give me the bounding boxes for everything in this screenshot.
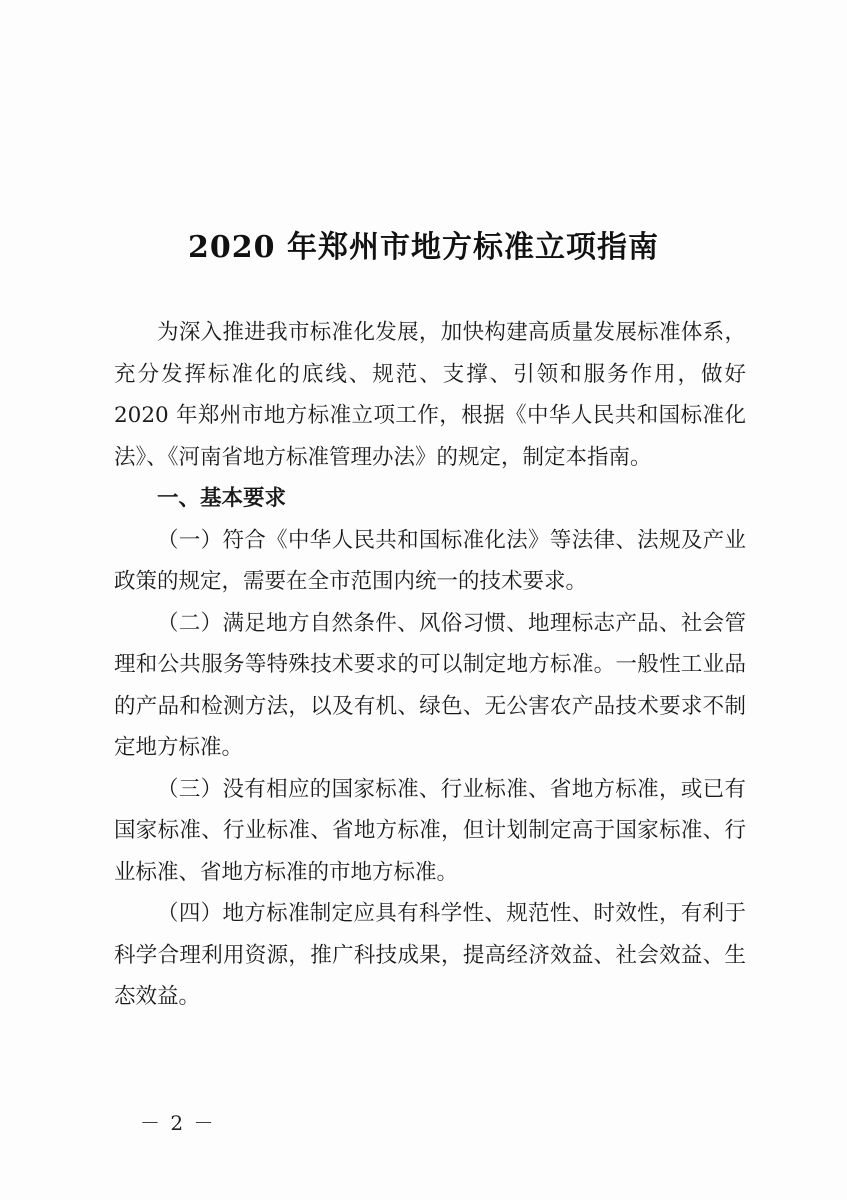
document-title: 2020 年郑州市地方标准立项指南: [188, 230, 659, 265]
section-heading-basic-requirements: 一、基本要求: [157, 486, 287, 511]
requirement-item-2: （二）满足地方自然条件、风俗习惯、地理标志产品、社会管理和公共服务等特殊技术要求的可以制定地方标准。一般性工业品的产品和检测方法，以及有机、绿色、无公害农产品技术要求不制定地方标准。: [114, 610, 746, 760]
page-number: － 2 －: [140, 1111, 216, 1135]
intro-paragraph: 为深入推进我市标准化发展，加快构建高质量发展标准体系，充分发挥标准化的底线、规范、支撑、引领和服务作用，做好 2020 年郑州市地方标准立项工作，根据《中华人民共和国标准化法》、《河南省地方标准管理办法》的规定，制定本指南。: [114, 320, 746, 470]
requirement-item-3: （三）没有相应的国家标准、行业标准、省地方标准，或已有国家标准、行业标准、省地方标准，但计划制定高于国家标准、行业标准、省地方标准的市地方标准。: [114, 776, 746, 885]
document-body: [114, 312, 746, 1018]
requirement-item-4: （四）地方标准制定应具有科学性、规范性、时效性，有利于科学合理利用资源，推广科技成果，提高经济效益、社会效益、生态效益。: [114, 901, 746, 1009]
requirement-item-1: （一）符合《中华人民共和国标准化法》等法律、法规及产业政策的规定，需要在全市范围内统一的技术要求。: [114, 527, 746, 594]
